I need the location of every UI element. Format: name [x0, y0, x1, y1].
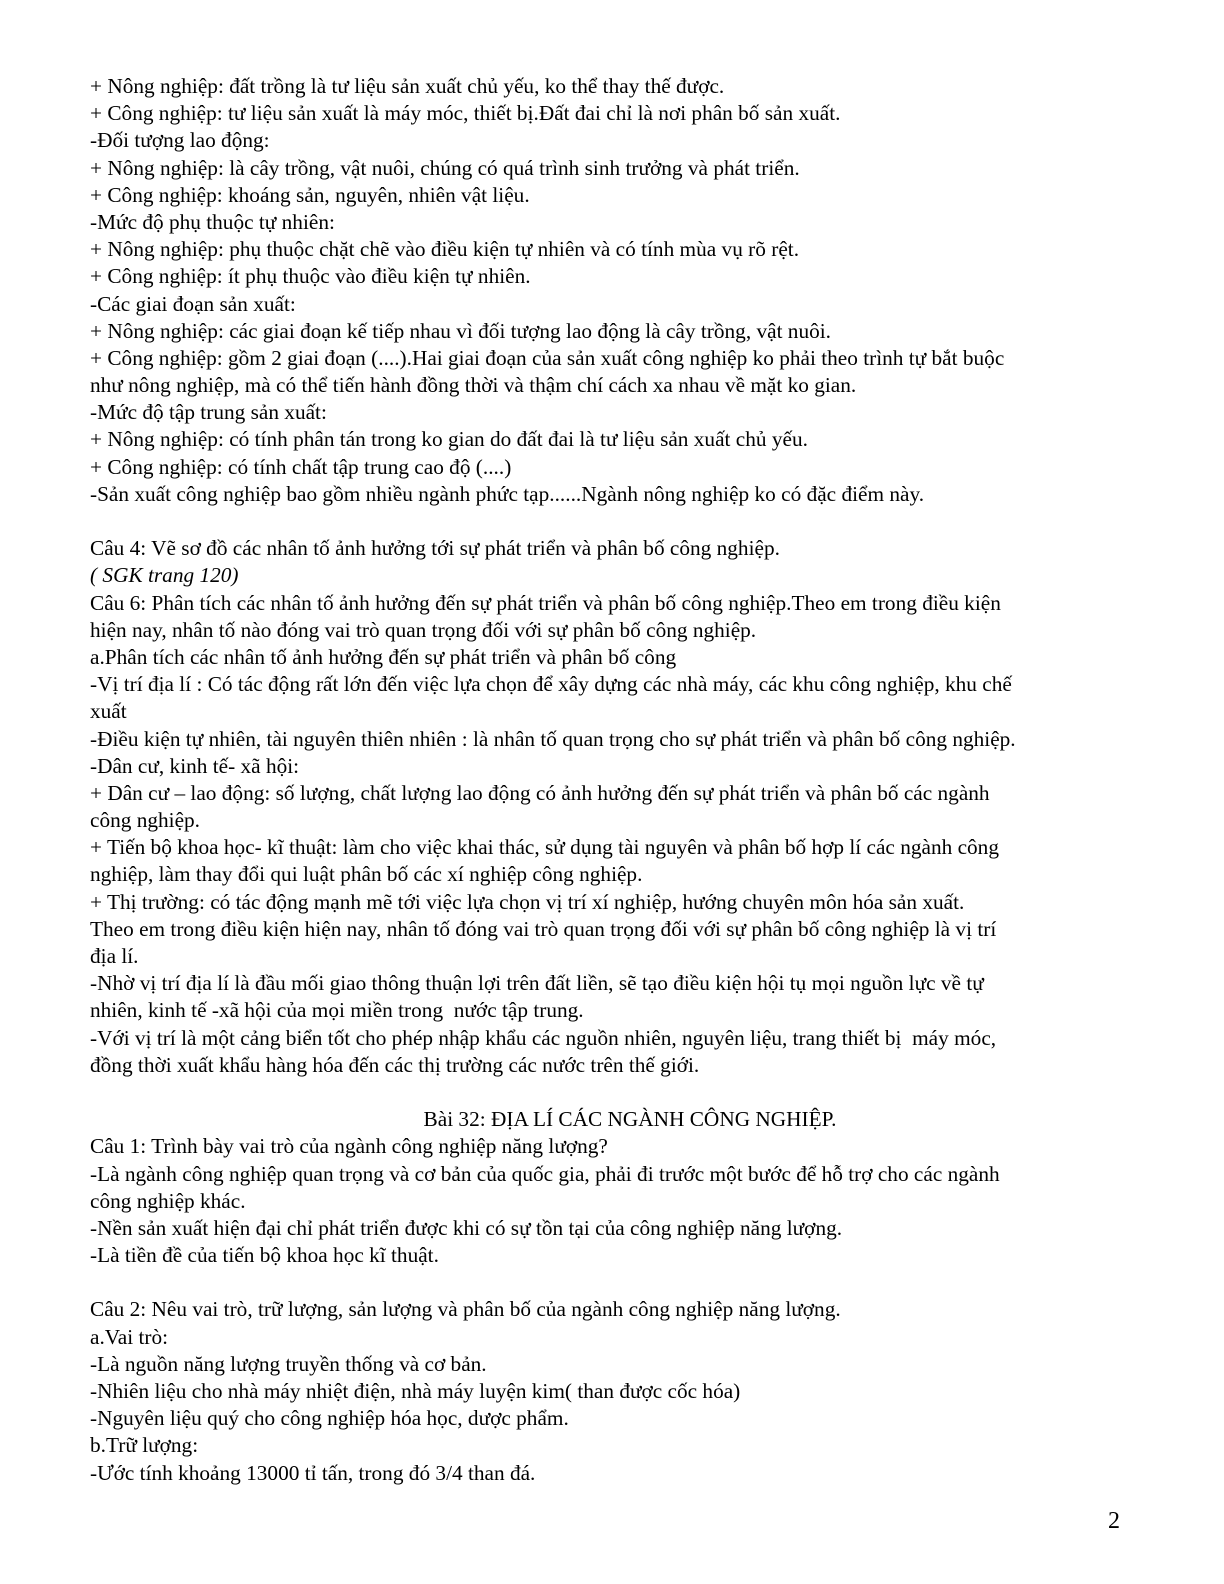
text-line: -Mức độ tập trung sản xuất:	[90, 400, 327, 425]
section-lesson-32	[90, 1106, 1130, 1269]
text-line: a.Phân tích các nhân tố ảnh hưởng đến sự phát triển và phân bố công	[90, 644, 677, 669]
text-line: -Mức độ phụ thuộc tự nhiên:	[90, 209, 335, 234]
text-line: -Nhiên liệu cho nhà máy nhiệt điện, nhà máy luyện kim( than được cốc hóa)	[90, 1379, 741, 1403]
text-line: -Ước tính khoảng 13000 tỉ tấn, trong đó 3/4 than đá.	[90, 1460, 536, 1485]
text-line: -Nền sản xuất hiện đại chỉ phát triển được khi có sự tồn tại của công nghiệp năng lượng.	[90, 1215, 843, 1240]
text-line: -Nhờ vị trí địa lí là đầu mối giao thông thuận lợi trên đất liền, sẽ tạo điều kiện hội tụ mọi nguồn lực về tự	[90, 971, 984, 996]
text-line: -Sản xuất công nghiệp bao gồm nhiều ngành phức tạp......Ngành nông nghiệp ko có đặc điểm này.	[90, 481, 925, 506]
blank-line	[90, 1079, 1130, 1106]
text-line: -Là nguồn năng lượng truyền thống và cơ bản.	[90, 1351, 487, 1376]
text-line: Câu 1: Trình bày vai trò của ngành công nghiệp năng lượng?	[90, 1134, 608, 1159]
text-line: -Là ngành công nghiệp quan trọng và cơ bản của quốc gia, phải đi trước một bước để hỗ trợ cho các ngành	[90, 1161, 1000, 1186]
text-line: + Dân cư – lao động: số lượng, chất lượng lao động có ảnh hưởng đến sự phát triển và phân bố các ngành	[90, 780, 990, 805]
page-number: 2	[1108, 1508, 1120, 1534]
text-line: nhiên, kinh tế -xã hội của mọi miền trong nước tập trung.	[90, 998, 584, 1023]
text-line: + Nông nghiệp: là cây trồng, vật nuôi, chúng có quá trình sinh trưởng và phát triển.	[90, 155, 800, 180]
text-line: đồng thời xuất khẩu hàng hóa đến các thị trường các nước trên thế giới.	[90, 1052, 700, 1077]
text-line: + Công nghiệp: có tính chất tập trung cao độ (....)	[90, 454, 512, 479]
text-line: -Đối tượng lao động:	[90, 128, 270, 153]
text-line: xuất	[90, 699, 127, 724]
text-line: công nghiệp.	[90, 808, 201, 833]
text-line: b.Trữ lượng:	[90, 1433, 199, 1458]
text-line: -Dân cư, kinh tế- xã hội:	[90, 753, 300, 778]
text-line: + Thị trường: có tác động mạnh mẽ tới việc lựa chọn vị trí xí nghiệp, hướng chuyên môn hóa sản xuất.	[90, 889, 965, 914]
blank-line	[90, 508, 1130, 535]
text-line: + Nông nghiệp: các giai đoạn kế tiếp nhau vì đối tượng lao động là cây trồng, vật nuôi.	[90, 318, 831, 343]
text-line: Câu 6: Phân tích các nhân tố ảnh hưởng đến sự phát triển và phân bố công nghiệp.Theo em trong điều kiện	[90, 590, 1001, 615]
text-line: a.Vai trò:	[90, 1324, 169, 1349]
text-line: + Công nghiệp: ít phụ thuộc vào điều kiện tự nhiên.	[90, 264, 531, 289]
text-line: + Công nghiệp: gồm 2 giai đoạn (....).Hai giai đoạn của sản xuất công nghiệp ko phải theo trình tự bắt buộc	[90, 345, 1005, 370]
document-body	[90, 73, 1130, 1487]
text-line: nghiệp, làm thay đổi qui luật phân bố các xí nghiệp công nghiệp.	[90, 862, 643, 887]
text-line: công nghiệp khác.	[90, 1188, 246, 1213]
textbook-reference: ( SGK trang 120)	[90, 563, 239, 588]
section-comparison	[90, 73, 1130, 508]
section-factors	[90, 535, 1130, 1079]
section-energy	[90, 1296, 1130, 1486]
text-line: -Với vị trí là một cảng biển tốt cho phép nhập khẩu các nguồn nhiên, nguyên liệu, trang thiết bị máy móc,	[90, 1025, 997, 1050]
text-line: + Công nghiệp: khoáng sản, nguyên, nhiên vật liệu.	[90, 182, 530, 207]
text-line: -Vị trí địa lí : Có tác động rất lớn đến việc lựa chọn để xây dựng các nhà máy, các khu công nghiệp, khu chế	[90, 672, 1012, 697]
text-line: như nông nghiệp, mà có thể tiến hành đồng thời và thậm chí cách xa nhau về mặt ko gian.	[90, 373, 857, 398]
text-line: + Nông nghiệp: có tính phân tán trong ko gian do đất đai là tư liệu sản xuất chủ yếu.	[90, 427, 808, 452]
text-line: hiện nay, nhân tố nào đóng vai trò quan trọng đối với sự phân bố công nghiệp.	[90, 617, 757, 642]
text-line: Theo em trong điều kiện hiện nay, nhân tố đóng vai trò quan trọng đối với sự phân bố công nghiệp là vị trí	[90, 916, 997, 941]
text-line: -Điều kiện tự nhiên, tài nguyên thiên nhiên : là nhân tố quan trọng cho sự phát triển và phân bố công nghiệp.	[90, 726, 1016, 751]
lesson-heading: Bài 32: ĐỊA LÍ CÁC NGÀNH CÔNG NGHIỆP.	[423, 1107, 837, 1132]
text-line: + Nông nghiệp: phụ thuộc chặt chẽ vào điều kiện tự nhiên và có tính mùa vụ rõ rệt.	[90, 237, 800, 262]
question-4: Câu 4: Vẽ sơ đồ các nhân tố ảnh hưởng tới sự phát triển và phân bố công nghiệp.	[90, 536, 780, 561]
text-line: + Công nghiệp: tư liệu sản xuất là máy móc, thiết bị.Đất đai chỉ là nơi phân bố sản xuất.	[90, 101, 841, 126]
text-line: + Nông nghiệp: đất trồng là tư liệu sản xuất chủ yếu, ko thể thay thế được.	[90, 74, 725, 98]
text-line: -Các giai đoạn sản xuất:	[90, 291, 296, 316]
blank-line	[90, 1269, 1130, 1296]
text-line: -Nguyên liệu quý cho công nghiệp hóa học, dược phẩm.	[90, 1406, 569, 1431]
text-line: địa lí.	[90, 944, 139, 968]
text-line: + Tiến bộ khoa học- kĩ thuật: làm cho việc khai thác, sử dụng tài nguyên và phân bố hợp lí các ngành công	[90, 835, 999, 860]
text-line: Câu 2: Nêu vai trò, trữ lượng, sản lượng và phân bố của ngành công nghiệp năng lượng.	[90, 1297, 841, 1322]
text-line: -Là tiền đề của tiến bộ khoa học kĩ thuật.	[90, 1243, 439, 1268]
